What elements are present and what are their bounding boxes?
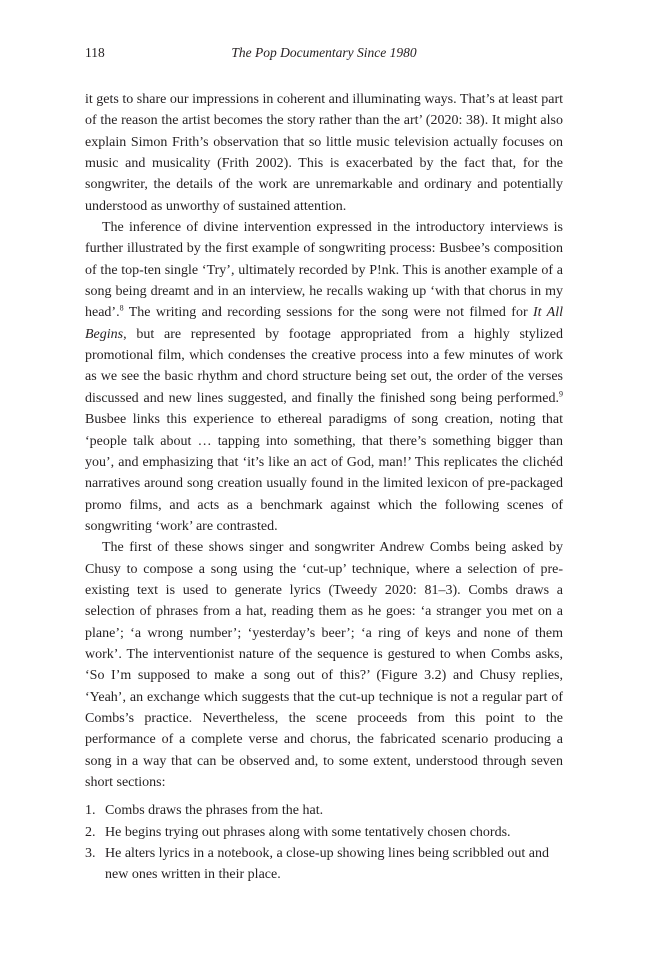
paragraph-text: , but are represented by footage appropriated from a highly stylized promotional film, which condenses the creative process into a few minutes of work as we see the basic rhythm and chord structure being set out, the order of the verses discussed and new lines suggested, and finally the finished song being performed. xyxy=(85,326,563,406)
list-item-text: He alters lyrics in a notebook, a close-up showing lines being scribbled out and new ones written in their place. xyxy=(105,846,550,883)
running-title: The Pop Documentary Since 1980 xyxy=(231,45,417,60)
paragraph-text: Busbee links this experience to ethereal paradigms of song creation, noting that ‘people talk about … tapping into something, that there’s something bigger than you’, and emphasizing that ‘it’s like an act of God, man!’ This replicates the clichéd narratives around song creation usually found in the limited lexicon of pre-packaged promo films, and acts as a benchmark against which the following scenes of songwriting ‘work’ are contrasted. xyxy=(85,412,563,534)
paragraph-text: The writing and recording sessions for the song were not filmed for xyxy=(123,305,533,321)
page-number: 118 xyxy=(85,45,105,60)
list-number: 1. xyxy=(85,803,96,819)
paragraph-continuation xyxy=(85,89,563,217)
paragraph-text: The inference of divine intervention expressed in the introductory interviews is further illustrated by the first example of songwriting process: Busbee’s composition of the top-ten single ‘Try’, ultimately recorded by P!nk. This is another example of a song being dreamt and in an interview, he recalls waking up ‘with that chorus in my head’. xyxy=(85,220,563,321)
paragraph-text: it gets to share our impressions in coherent and illuminating ways. That’s at least part of the reason the artist becomes the story rather than the art’ (2020: 38). It might also explain Simon Frith’s observation that so little music television actually focuses on music and musicality (Frith 2002). This is exacerbated by the fact that, for the songwriter, the details of the work are unremarkable and ordinary and potentially understood as unworthy of sustained attention. xyxy=(85,92,563,214)
footnote-marker[interactable]: 9 xyxy=(559,389,563,399)
list-item xyxy=(85,800,563,821)
list-item xyxy=(85,822,563,843)
footnote-marker[interactable]: 8 xyxy=(119,303,124,313)
list-item-text: He begins trying out phrases along with some tentatively chosen chords. xyxy=(105,824,511,840)
paragraph-busbee xyxy=(85,217,563,537)
list-item-text: Combs draws the phrases from the hat. xyxy=(105,803,324,819)
paragraph-combs xyxy=(85,537,563,793)
film-title: It All Begins xyxy=(85,305,563,342)
paragraph-text: The first of these shows singer and songwriter Andrew Combs being asked by Chusy to compose a song using the ‘cut-up’ technique, where a selection of pre-existing text is used to generate lyrics (Tweedy 2020: 81–3). Combs draws a selection of phrases from a hat, reading them as he goes: ‘a stranger you met on a plane’; ‘a wrong number’; ‘yesterday’s beer’; ‘a ring of keys and none of them work’. The interventionist nature of the sequence is gestured to when Combs asks, ‘So I’m supposed to make a song out of this?’ (Figure 3.2) and Chusy replies, ‘Yeah’, an exchange which suggests that the cut-up technique is not a regular part of Combs’s practice. Nevertheless, the scene proceeds from this point to the performance of a complete verse and chorus, the fabricated scenario producing a song in a way that can be observed and, to some extent, understood through seven short sections: xyxy=(85,540,563,790)
list-number: 3. xyxy=(85,846,96,862)
body-text xyxy=(85,89,563,886)
list-item xyxy=(85,843,563,886)
list-number: 2. xyxy=(85,824,96,840)
steps-list xyxy=(85,800,563,885)
